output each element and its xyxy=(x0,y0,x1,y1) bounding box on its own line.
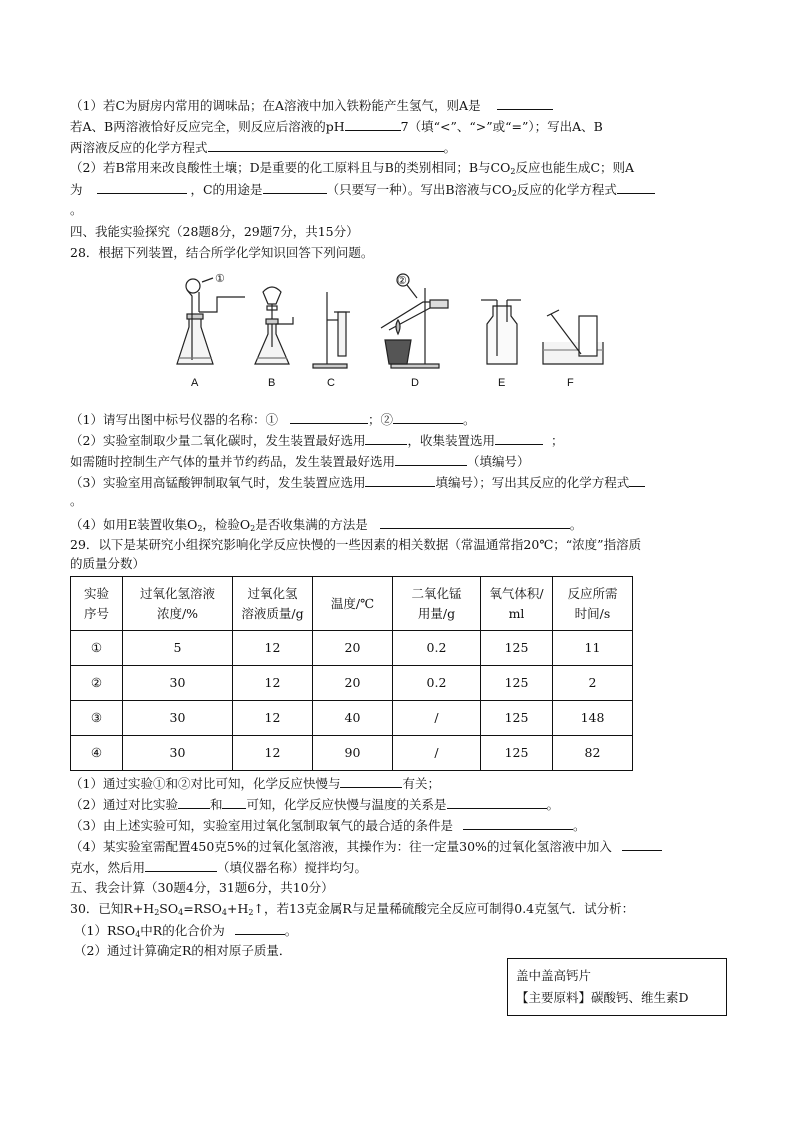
answer-blank[interactable] xyxy=(495,431,543,445)
table-row: ③ 30 12 40 / 125 148 xyxy=(71,701,633,736)
label-title: 盖中盖高钙片 xyxy=(516,968,592,983)
table-row: ① 5 12 20 0.2 125 11 xyxy=(71,631,633,666)
q28-s2-cont: 如需随时控制生产气体的量并节约药品，发生装置最好选用 （填编号） xyxy=(70,454,530,469)
header-cell: 氧气体积/ ml xyxy=(481,577,553,631)
header-cell: 温度/℃ xyxy=(313,577,393,631)
answer-blank[interactable] xyxy=(463,816,573,830)
label-ingredients: 【主要原料】碳酸钙、维生素D xyxy=(516,990,689,1005)
apparatus-figure xyxy=(175,272,645,390)
q2-line2: 为 ，C的用途是 （只要写一种）。写出B溶液与$CO_2$反应的化学方程式 xyxy=(70,180,655,203)
q2-line1: （2）若B常用来改良酸性土壤；D是重要的化工原料且与B的类别相同；B与$CO_2$反应也能生成C；则A xyxy=(70,160,635,176)
apparatus-a xyxy=(177,278,245,364)
answer-blank[interactable] xyxy=(447,795,547,809)
q1-line2: 若A、B两溶液恰好反应完全，则反应后溶液的pH 7（填“<”、“>”或“=”）；写出A、B xyxy=(70,119,603,134)
answer-blank[interactable] xyxy=(178,795,210,809)
apparatus-e xyxy=(481,300,521,364)
label-c: C xyxy=(327,377,335,389)
q28-s1: （1）请写出图中标号仪器的名称：① ；② 。 xyxy=(70,412,476,427)
q29-s3: （3）由上述实验可知，实验室用过氧化氢制取氧气的最合适的条件是 。 xyxy=(70,818,586,833)
answer-blank[interactable] xyxy=(393,410,463,424)
header-cell: 反应所需 时间/s xyxy=(553,577,633,631)
answer-blank[interactable] xyxy=(617,180,655,194)
answer-blank[interactable] xyxy=(208,138,444,152)
label-a: A xyxy=(191,377,199,389)
apparatus-c xyxy=(313,292,350,368)
label-d: D xyxy=(411,377,419,389)
q30-stem: 30．已知$R+H_2SO_4=RSO_4+H_2↑$，若13克金属R与足量稀硫酸完全反应可制得0.4克氢气．试分析： xyxy=(70,901,635,917)
answer-blank[interactable] xyxy=(340,774,402,788)
answer-blank[interactable] xyxy=(395,452,467,466)
answer-blank[interactable] xyxy=(345,117,401,131)
answer-blank[interactable] xyxy=(263,180,327,194)
q29-s4-cont: 克水，然后用 （填仪器名称）搅拌均匀。 xyxy=(70,860,368,875)
header-cell: 实验 序号 xyxy=(71,577,123,631)
answer-blank[interactable] xyxy=(97,180,187,194)
q28-s4: （4）如用E装置收集$O_2$，检验$O_2$是否收集满的方法是 。 xyxy=(70,517,583,533)
label-b: B xyxy=(268,377,276,389)
answer-blank[interactable] xyxy=(235,921,285,935)
q28-title: 28．根据下列装置，结合所学化学知识回答下列问题。 xyxy=(70,245,374,260)
q28-s2: （2）实验室制取少量二氧化碳时，发生装置最好选用 ，收集装置选用 ； xyxy=(70,433,564,448)
label-e: E xyxy=(498,377,506,389)
experiment-table xyxy=(70,576,633,771)
answer-blank[interactable] xyxy=(497,96,553,110)
answer-blank[interactable] xyxy=(145,858,217,872)
mark-1: ① xyxy=(215,273,225,285)
q29-s1: （1）通过实验①和②对比可知，化学反应快慢与 有关； xyxy=(70,776,440,791)
apparatus-f xyxy=(543,310,603,364)
q28-s3-end: 。 xyxy=(70,493,83,508)
label-f: F xyxy=(567,377,574,389)
table-row: ② 30 12 20 0.2 125 2 xyxy=(71,666,633,701)
q29-intro-2: 的质量分数） xyxy=(70,556,146,571)
q28-s3: （3）实验室用高锰酸钾制取氧气时，发生装置应选用 填编号）；写出其反应的化学方程式 xyxy=(70,473,645,492)
section-5-heading: 五、我会计算（30题4分，31题6分，共10分） xyxy=(70,880,334,895)
section-4-heading: 四、我能实验探究（28题8分，29题7分，共15分） xyxy=(70,224,359,239)
table-row: ④ 30 12 90 / 125 82 xyxy=(71,736,633,771)
answer-blank[interactable] xyxy=(365,431,407,445)
apparatus-d xyxy=(381,274,448,368)
answer-blank[interactable] xyxy=(365,473,435,487)
header-cell: 过氧化氢溶液 浓度/% xyxy=(123,577,233,631)
q30-s1: $(1)RSO_4$中R的化合价为 。 xyxy=(74,923,298,939)
header-cell: 二氧化锰 用量/g xyxy=(393,577,481,631)
answer-blank[interactable] xyxy=(222,795,246,809)
answer-blank[interactable] xyxy=(629,473,645,487)
table-header-row xyxy=(71,577,633,631)
q29-intro: 29．以下是某研究小组探究影响化学反应快慢的一些因素的相关数据（常温通常指20℃；“浓度”指溶质 xyxy=(70,537,642,552)
answer-blank[interactable] xyxy=(622,837,662,851)
q2-line3: 。 xyxy=(70,202,83,217)
answer-blank[interactable] xyxy=(290,410,368,424)
q30-s2: （2）通过计算确定R的相对原子质量． xyxy=(74,943,292,958)
q29-s4: （4）某实验室需配置450克5%的过氧化氢溶液，其操作为：往一定量30%的过氧化氢溶液中加入 xyxy=(70,837,662,856)
mark-2: ② xyxy=(397,275,407,287)
header-cell: 过氧化氢 溶液质量/g xyxy=(233,577,313,631)
q29-s2: （2）通过对比实验 和 可知，化学反应快慢与温度的关系是 。 xyxy=(70,797,560,812)
answer-blank[interactable] xyxy=(380,515,570,529)
apparatus-b xyxy=(255,287,293,364)
calcium-tablet-label xyxy=(507,958,727,1016)
q1-line3: 两溶液反应的化学方程式 。 xyxy=(70,140,457,155)
q1-line1: （1）若C为厨房内常用的调味品；在A溶液中加入铁粉能产生氢气，则A是 xyxy=(70,96,553,115)
